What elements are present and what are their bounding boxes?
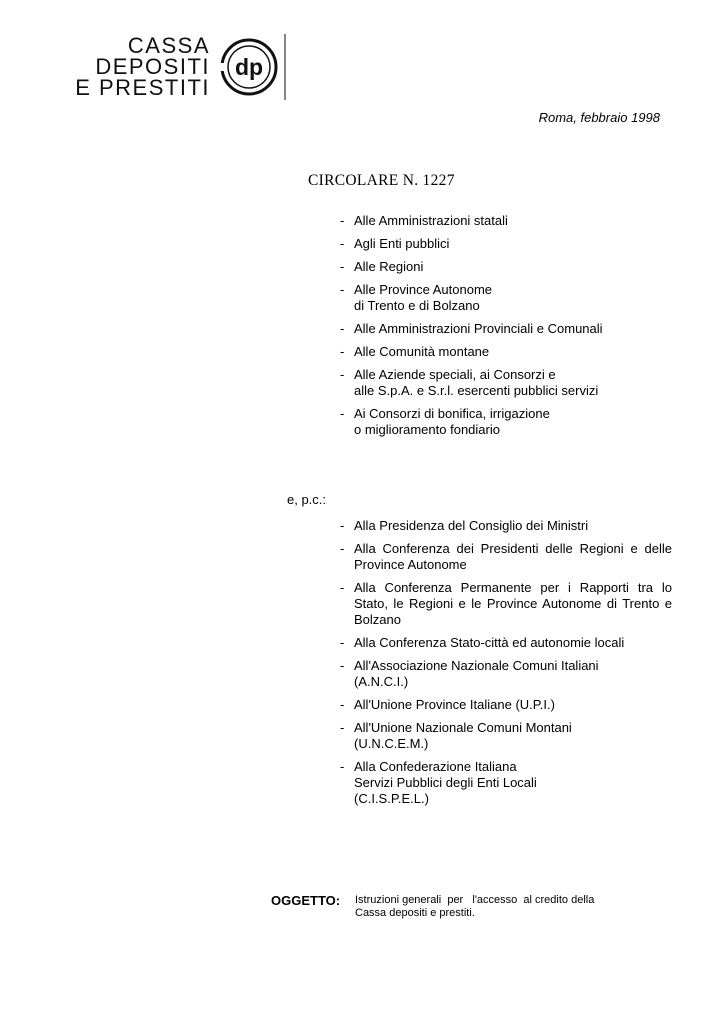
circular-title: CIRCOLARE N. 1227 (308, 172, 455, 189)
recipient-item-line: alle S.p.A. e S.r.l. esercenti pubblici servizi (354, 383, 599, 398)
recipient-item-line: - Alle Regioni (354, 259, 424, 274)
logo-line: DEPOSITI (95, 54, 210, 79)
subject-line: Istruzioni generali per l'accesso al credito della (355, 894, 595, 906)
cc-recipient-item-line: - Alla Confederazione Italiana (354, 759, 517, 774)
logo-mark-letters: dp (234, 54, 264, 80)
recipient-item-line: - Alle Aziende speciali, ai Consorzi e (354, 367, 556, 382)
cc-recipient-item (338, 635, 672, 651)
cc-recipient-item-line: (C.I.S.P.E.L.) (354, 791, 429, 806)
recipient-item (338, 236, 672, 252)
subject-text (355, 894, 625, 920)
cc-recipient-item (338, 759, 672, 807)
recipient-item-line: - Alle Province Autonome (354, 282, 493, 297)
cc-recipient-item-line: Servizi Pubblici degli Enti Locali (354, 775, 537, 790)
recipient-item-line: - Alle Comunità montane (354, 344, 490, 359)
cc-recipient-item-line: - Alla Conferenza Permanente per i Rapporti tra lo Stato, le Regioni e le Province Autonome di Trento e Bolzano (354, 580, 672, 627)
cc-recipient-item-line: - All'Associazione Nazionale Comuni Italiani (354, 658, 599, 673)
cc-recipient-item-line: - All'Unione Nazionale Comuni Montani (354, 720, 572, 735)
cc-recipient-item (338, 518, 672, 534)
cc-recipient-item (338, 697, 672, 713)
recipient-item (338, 259, 672, 275)
subject-label: OGGETTO: (271, 893, 341, 908)
cc-recipient-list (338, 518, 672, 814)
recipient-item-line: di Trento e di Bolzano (354, 298, 480, 313)
cc-recipient-item-line: - Alla Conferenza Stato-città ed autonomie locali (354, 635, 625, 650)
logo-line: CASSA (127, 33, 210, 58)
cc-recipient-item-line: (U.N.C.E.M.) (354, 736, 429, 751)
recipient-item (338, 344, 672, 360)
cc-recipient-item-line: - Alla Conferenza dei Presidenti delle Regioni e delle Province Autonome (354, 541, 672, 572)
cdp-logo-icon (219, 33, 289, 101)
cc-recipient-item-line: - Alla Presidenza del Consiglio dei Ministri (354, 518, 589, 533)
recipient-item-line: - Ai Consorzi di bonifica, irrigazione (354, 406, 550, 421)
logo-line: E PRESTITI (75, 75, 210, 100)
document-date: Roma, febbraio 1998 (538, 110, 660, 125)
recipient-item-line: - Alle Amministrazioni statali (354, 213, 508, 228)
recipient-item-line: - Agli Enti pubblici (354, 236, 450, 251)
recipient-item (338, 213, 672, 229)
cc-recipient-item (338, 720, 672, 752)
recipient-item-line: o miglioramento fondiario (354, 422, 500, 437)
recipient-list (338, 213, 672, 445)
recipient-item (338, 367, 672, 399)
subject-line: Cassa depositi e prestiti. (355, 907, 475, 919)
cc-recipient-item (338, 580, 672, 628)
cc-recipient-item-line: (A.N.C.I.) (354, 674, 409, 689)
recipient-item (338, 406, 672, 438)
recipient-item-line: - Alle Amministrazioni Provinciali e Comunali (354, 321, 603, 336)
cc-label: e, p.c.: (287, 492, 327, 507)
cc-recipient-item (338, 658, 672, 690)
recipient-item (338, 321, 672, 337)
cc-recipient-item-line: - All'Unione Province Italiane (U.P.I.) (354, 697, 555, 712)
cc-recipient-item (338, 541, 672, 573)
logo-wordmark (68, 35, 210, 98)
recipient-item (338, 282, 672, 314)
